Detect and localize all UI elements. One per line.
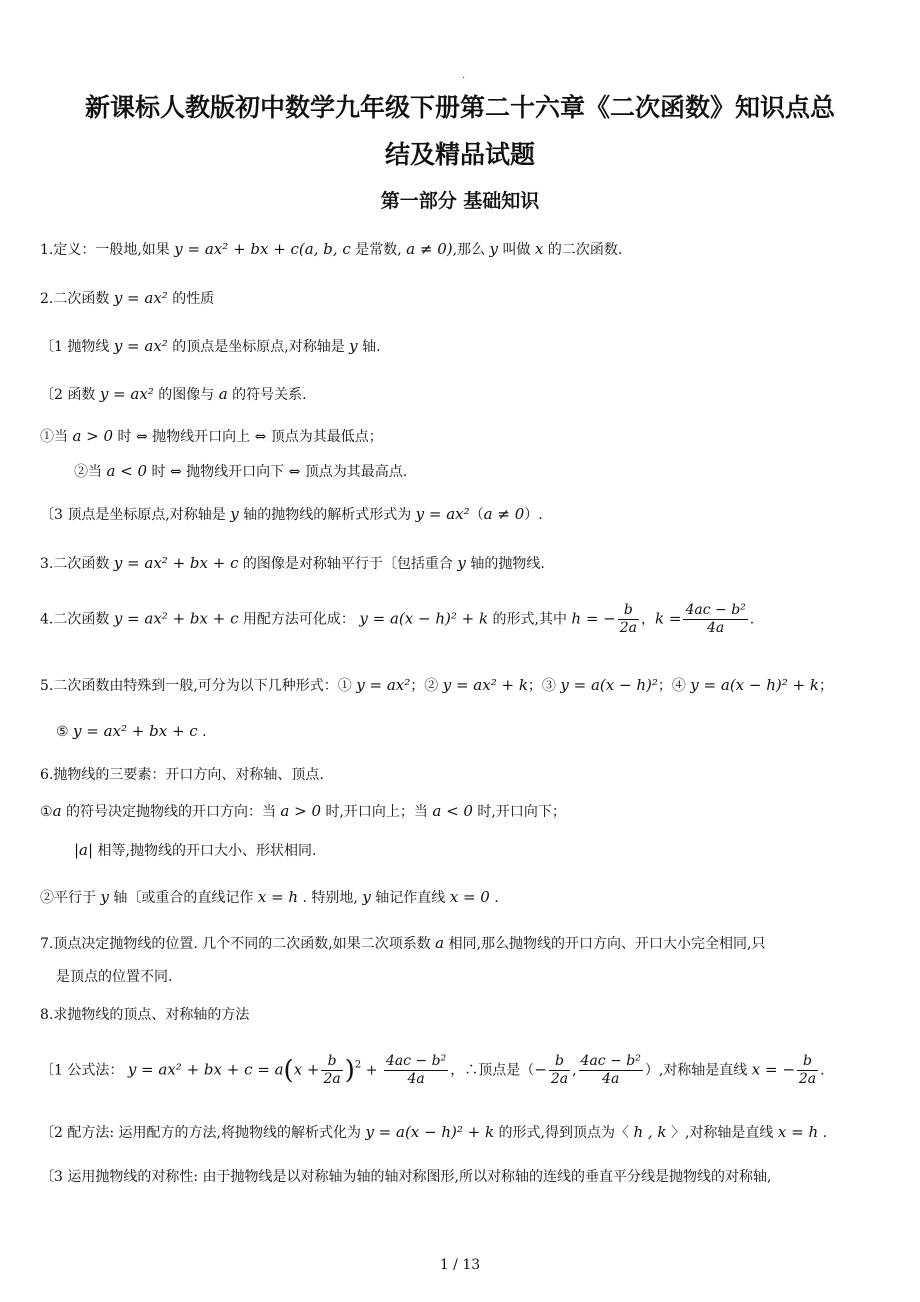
item-6-1: ①a 的符号决定抛物线的开口方向：当 a > 0 时,开口向上；当 a < 0 时,开口向下； [40, 802, 566, 820]
fraction-vertex-y: $\frac{\text{4ac − b²}}{4a}$ [580, 1053, 641, 1087]
section-subtitle: 第一部分 基础知识 [380, 190, 540, 212]
item-7-cont: 是顶点的位置不同. [56, 969, 173, 985]
fraction-b-2a: $\frac{b}{2a}$ [323, 1053, 341, 1087]
doc-title-line2: 结及精品试题 [384, 140, 535, 169]
item-2-1: 〔1 抛物线 y = ax² 的顶点是坐标原点,对称轴是 y 轴. [40, 337, 381, 355]
fraction-vertex-x: $\frac{b}{2a}$ [550, 1053, 569, 1087]
item-2-heading: 2.二次函数 y = ax² 的性质 [40, 289, 215, 307]
fraction-axis: $\frac{b}{2a}$ [798, 1053, 817, 1087]
item-6-1-abs: |a| 相等,抛物线的开口大小、形状相同. [74, 841, 317, 859]
item-8-1-formula: 〔1 公式法： y = ax² + bx + c = a(x + $\frac{b}{2a}$ )$^2$ + $\frac{\text{4ac − b²}}{4a}$ ，∴顶点是（− $\frac{b}{2a}$ , $\frac{\text{4ac − b²}}{4a}$ ）,对称轴是直线 x = − $\frac{b}{2a}$ . [40, 1053, 825, 1087]
item-3: 3.二次函数 y = ax² + bx + c 的图像是对称轴平行于〔包括重合 y 轴的抛物线. [40, 554, 545, 572]
item-8-3: 〔3 运用抛物线的对称性: 由于抛物线是以对称轴为轴的轴对称图形,所以对称轴的连线的垂直平分线是抛物线的对称轴, [40, 1169, 772, 1185]
top-dot: . [462, 70, 466, 81]
item-2-2-case-negative: ②当 a < 0 时 ⇔ 抛物线开口向下 ⇔ 顶点为其最高点. [74, 462, 408, 480]
item-4-vertex-form: 4.二次函数 y = ax² + bx + c 用配方法可化成： y = a(x − h)² + k 的形式,其中 h = − $\frac{b}{2a}$ ，k = $\frac{\text{4ac − b²}}{4a}$ . [40, 602, 755, 636]
page-indicator: 1 / 13 [439, 1257, 481, 1273]
item-6-heading: 6.抛物线的三要素：开口方向、对称轴、顶点. [40, 767, 324, 783]
item-5-forms: 5.二次函数由特殊到一般,可分为以下几种形式：① y = ax²；② y = ax² + k；③ y = a(x − h)²；④ y = a(x − h)² + k； [40, 676, 833, 694]
item-1-definition: 1.定义：一般地,如果 y = ax² + bx + c(a, b, c 是常数, a ≠ 0),那么 y 叫做 x 的二次函数. [40, 240, 623, 258]
fraction-h: $\frac{b}{2a}$ [619, 602, 638, 636]
doc-title-line1: 新课标人教版初中数学九年级下册第二十六章《二次函数》知识点总 [84, 93, 835, 122]
item-6-2: ②平行于 y 轴〔或重合的直线记作 x = h . 特别地, y 轴记作直线 x = 0 . [40, 888, 499, 906]
item-2-3: 〔3 顶点是坐标原点,对称轴是 y 轴的抛物线的解析式形式为 y = ax²（a ≠ 0）. [40, 505, 543, 523]
item-8-2: 〔2 配方法: 运用配方的方法,将抛物线的解析式化为 y = a(x − h)² + k 的形式,得到顶点为〈 h , k 〉,对称轴是直线 x = h . [40, 1123, 828, 1141]
fraction-k: $\frac{\text{4ac − b²}}{4a}$ [685, 602, 746, 636]
fraction-4ac: $\frac{\text{4ac − b²}}{4a}$ [385, 1053, 447, 1087]
item-5-form-5: ⑤ y = ax² + bx + c . [56, 722, 207, 740]
item-8-heading: 8.求抛物线的顶点、对称轴的方法 [40, 1007, 250, 1023]
item-2-2-case-positive: ①当 a > 0 时 ⇔ 抛物线开口向上 ⇔ 顶点为其最低点； [40, 427, 383, 445]
item-7: 7.顶点决定抛物线的位置. 几个不同的二次函数,如果二次项系数 a 相同,那么抛物线的开口方向、开口大小完全相同,只 [40, 934, 766, 952]
item-2-2: 〔2 函数 y = ax² 的图像与 a 的符号关系. [40, 385, 307, 403]
